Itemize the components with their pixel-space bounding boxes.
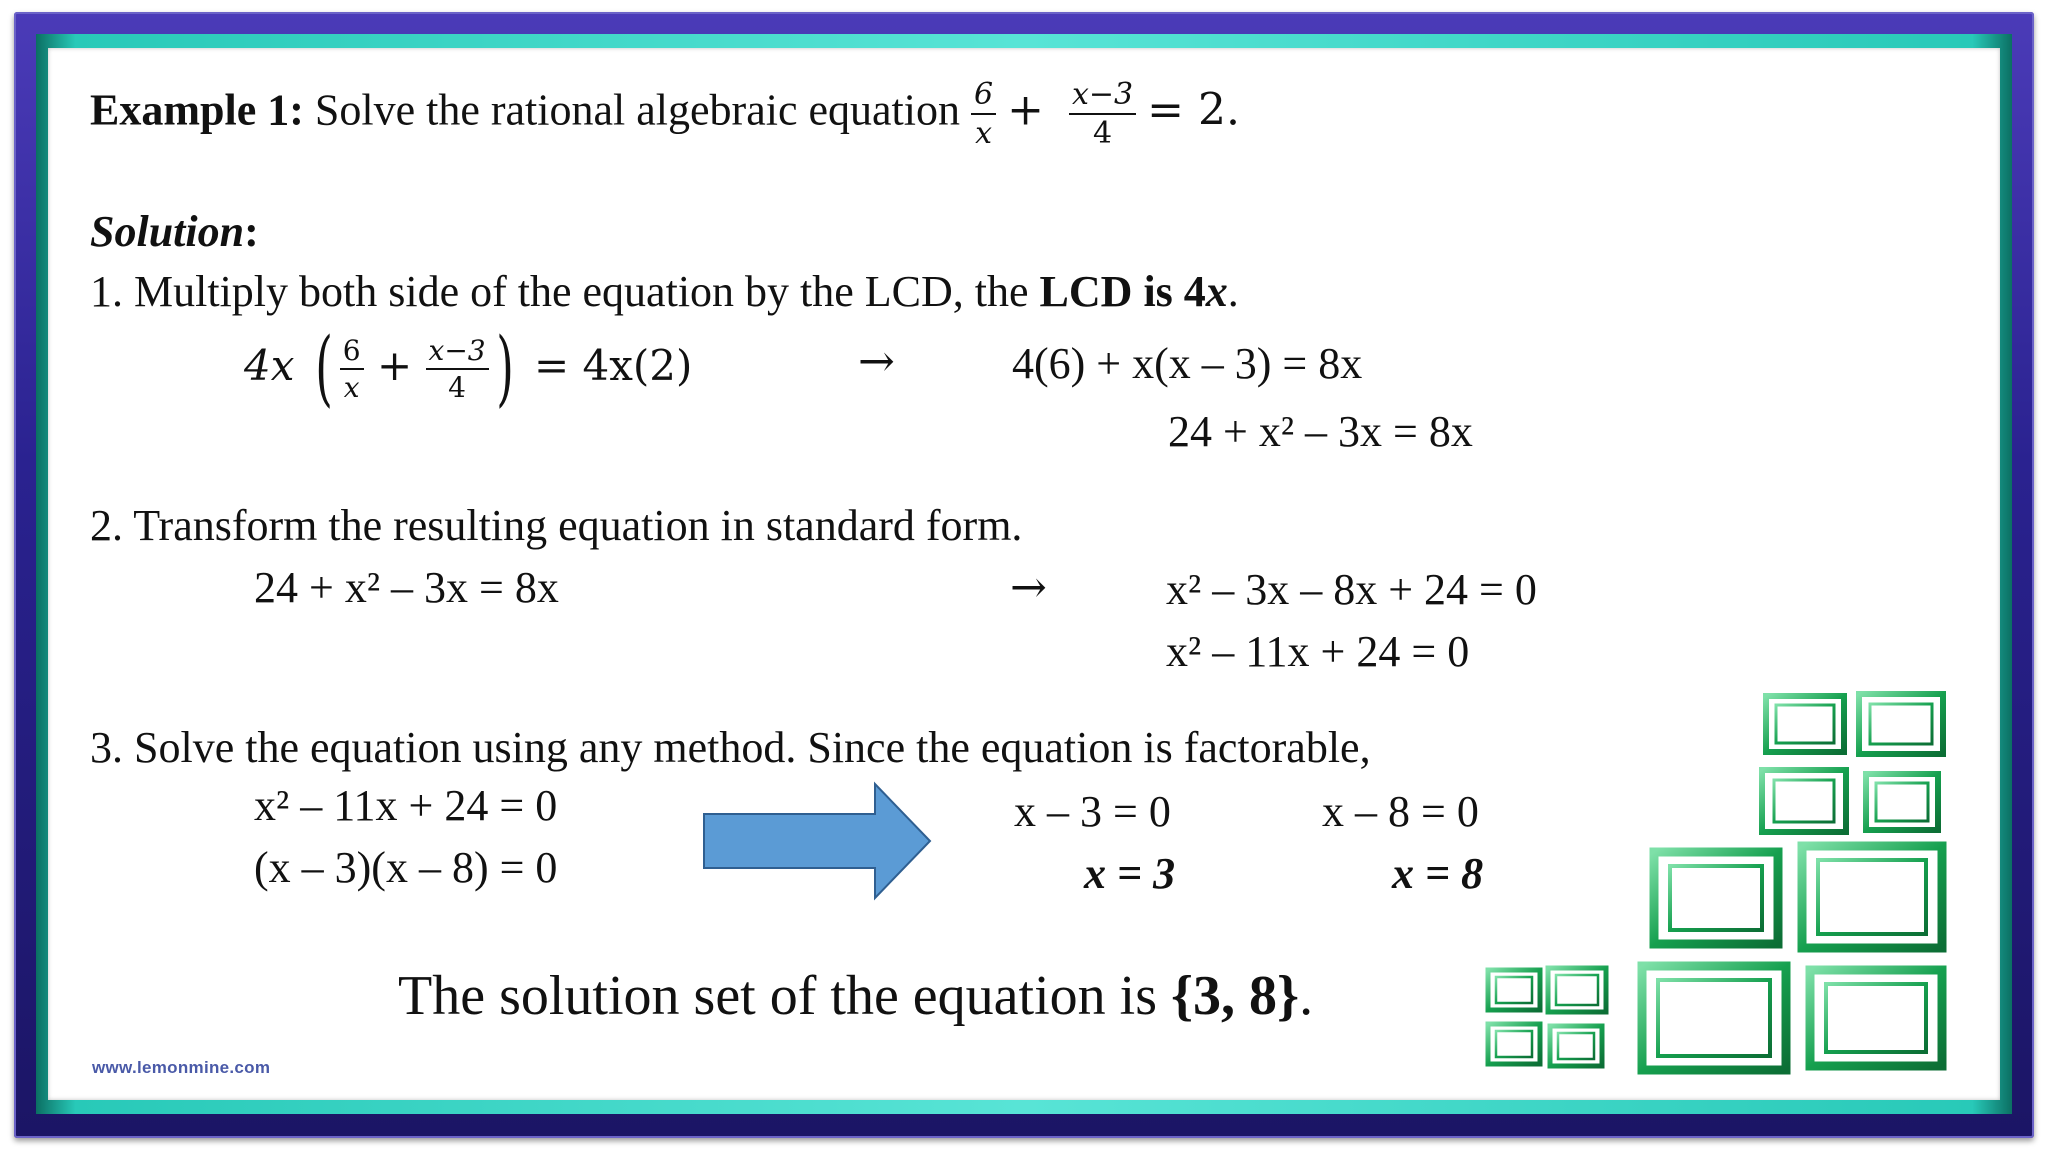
example-title [90, 77, 1240, 151]
fraction-numerator: x−3 [1069, 80, 1136, 115]
fraction-denominator: 4 [1092, 116, 1113, 151]
solution-label: Solution [90, 207, 245, 256]
fraction-denominator: 4 [448, 370, 466, 404]
lhs-coefficient: 4x [244, 341, 295, 390]
plus-sign: + [376, 341, 413, 390]
step3-solution-1: x = 3 [1084, 849, 1176, 898]
fraction-denominator: x [975, 116, 992, 151]
step3-solution-2: x = 8 [1392, 849, 1484, 898]
solution-heading [90, 207, 259, 256]
step2-result-2: x² – 11x + 24 = 0 [1166, 627, 1470, 676]
step1-result-1: 4(6) + x(x – 3) = 8x [1012, 339, 1363, 388]
example-label: Example 1: [90, 85, 304, 135]
step2-lhs: 24 + x² – 3x = 8x [254, 563, 559, 612]
plus-sign: + [1007, 84, 1044, 136]
fraction-numerator: 6 [971, 80, 996, 115]
fraction-denominator: x [343, 370, 360, 404]
step2-result-1: x² – 3x – 8x + 24 = 0 [1166, 565, 1537, 614]
lhs-fraction-6-over-x [340, 333, 364, 404]
fraction-numerator: x−3 [426, 337, 489, 370]
step2-arrow: → [1010, 562, 1047, 613]
footer-link[interactable]: www.lemonmine.com [92, 1058, 271, 1077]
step1-arrow: → [858, 336, 895, 387]
step3-equation-2: (x – 3)(x – 8) = 0 [254, 843, 558, 892]
example-text: Solve the rational algebraic equation [314, 85, 960, 135]
lhs-fraction-x-minus-3-over-4 [426, 333, 489, 404]
step1-text [90, 267, 1239, 316]
left-paren: ( [314, 321, 333, 416]
step1-lhs-equation [244, 321, 693, 416]
equation-rhs: = 2. [1147, 84, 1240, 136]
decorative-green-frames [1480, 690, 1970, 1080]
conclusion-period: . [1299, 965, 1314, 1027]
step3-equation-1: x² – 11x + 24 = 0 [254, 781, 558, 830]
solution-set: {3, 8} [1170, 965, 1300, 1027]
block-right-arrow [700, 780, 936, 902]
lhs-rhs: = 4x(2) [533, 341, 693, 390]
lcd-variable: x [1205, 267, 1228, 316]
step1-result-2: 24 + x² – 3x = 8x [1168, 407, 1473, 456]
step1-period: . [1227, 267, 1239, 316]
step3-instruction: 3. Solve the equation using any method. Since the equation is factorable, [90, 723, 1371, 772]
fraction-numerator: 6 [340, 337, 364, 370]
fraction-x-minus-3-over-4 [1069, 77, 1136, 151]
step3-factor-1: x – 3 = 0 [1014, 787, 1171, 836]
conclusion-text: The solution set of the equation is [398, 965, 1157, 1027]
right-paren: ) [495, 321, 514, 416]
step2-instruction: 2. Transform the resulting equation in standard form. [90, 501, 1023, 550]
step3-factor-2: x – 8 = 0 [1322, 787, 1479, 836]
lcd-bold: LCD is 4 [1039, 267, 1206, 316]
solution-colon: : [244, 207, 259, 256]
conclusion-line [398, 965, 1314, 1027]
fraction-6-over-x [971, 77, 996, 151]
step1-instruction: 1. Multiply both side of the equation by the LCD, the [90, 267, 1029, 316]
